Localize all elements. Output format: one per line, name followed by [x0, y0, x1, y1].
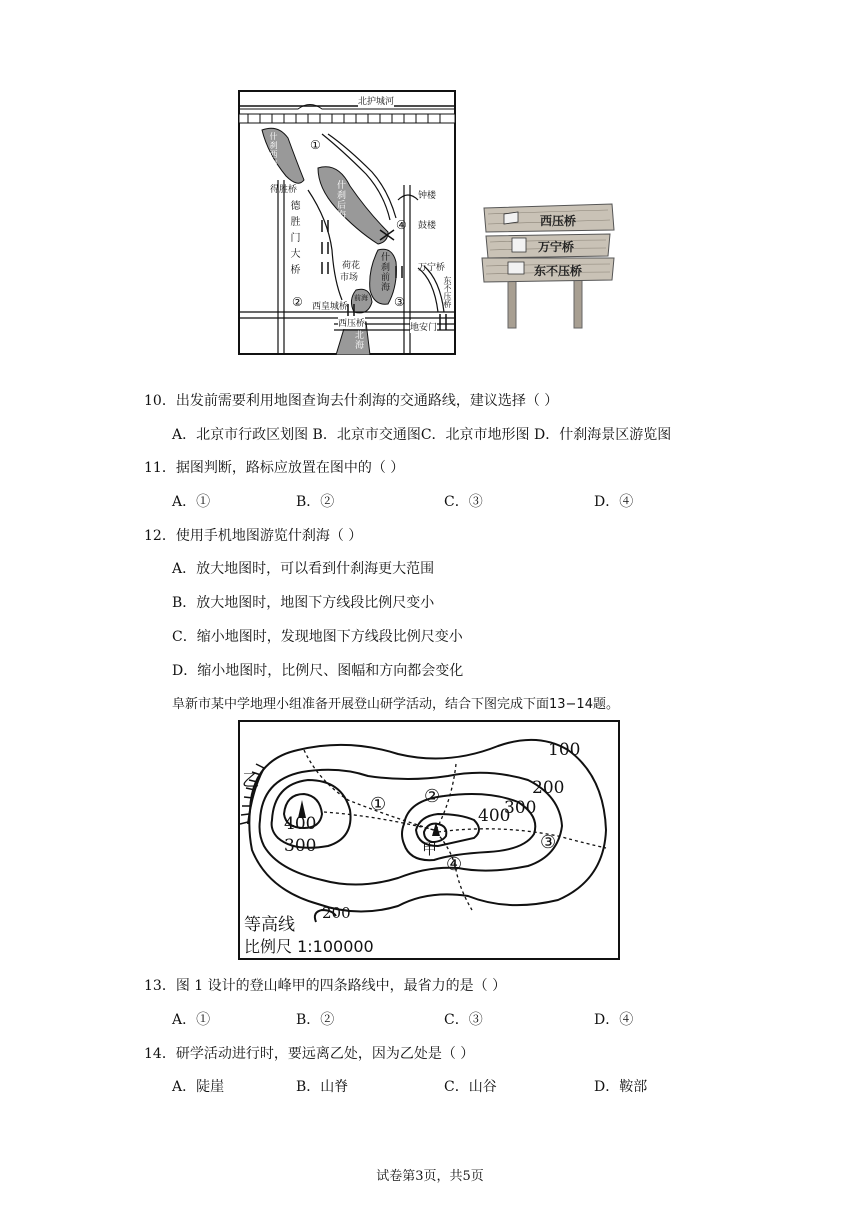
route-label-1: ①	[370, 794, 387, 815]
contour-label-400-right: 400	[478, 806, 511, 826]
label-deshengmen: 德胜门大桥	[288, 200, 299, 280]
label-zhonglou: 钟楼	[418, 191, 437, 201]
contour-map	[238, 720, 620, 960]
label-qianhai: 什刹前海	[379, 252, 389, 292]
sign-line-2: 万宁桥	[538, 240, 575, 254]
intro-13-14: 阜新市某中学地理小组准备开展登山研学活动，结合下图完成下面13−14题。	[172, 697, 619, 712]
question-11-stem: 11．据图判断，路标应放置在图中的（ ）	[144, 460, 405, 476]
label-beihai: 北海	[353, 330, 363, 350]
sign-line-3: 东不压桥	[534, 264, 583, 278]
page-footer: 试卷第3页，共5页	[376, 1169, 484, 1184]
question-10-stem: 10．出发前需要利用地图查询去什刹海的交通路线，建议选择（ ）	[144, 393, 559, 409]
contour-label-100: 100	[548, 740, 581, 760]
question-13-stem: 13．图 1 设计的登山峰甲的四条路线中，最省力的是（ ）	[144, 978, 507, 994]
legend-contour-label: 等高线	[244, 915, 295, 935]
question-12-option-b: B．放大地图时，地图下方线段比例尺变小	[172, 595, 435, 611]
question-13-option-a: A．①	[172, 1012, 211, 1028]
route-label-4: ④	[446, 854, 463, 875]
contour-label-200: 200	[532, 778, 565, 798]
contour-label-300-right: 300	[504, 798, 537, 818]
route-label-3: ③	[540, 832, 557, 853]
question-12-option-c: C．缩小地图时，发现地图下方线段比例尺变小	[172, 629, 463, 645]
label-xihai: 什刹西海	[269, 132, 278, 168]
road-sign-photo	[478, 200, 618, 330]
question-13-option-d: D．④	[594, 1012, 634, 1028]
label-shichang: 市场	[340, 273, 359, 283]
label-gulou: 鼓楼	[418, 221, 437, 231]
label-qianhai-small: 前海	[354, 294, 368, 302]
label-xiyaqiao: 西压桥	[338, 316, 365, 329]
question-11-option-b: B．②	[296, 494, 335, 510]
label-north-moat: 北护城河	[358, 94, 394, 107]
question-11-option-d: D．④	[594, 494, 634, 510]
label-dianmen: 地安门	[410, 320, 437, 333]
question-14-option-d: D．鞍部	[594, 1079, 648, 1095]
question-11-option-c: C．③	[444, 494, 483, 510]
label-xihuangchengqiao: 西皇城桥	[312, 302, 349, 312]
scale-label: 比例尺 1:100000	[244, 937, 374, 956]
question-14-option-b: B．山脊	[296, 1079, 349, 1095]
question-10-options: A．北京市行政区划图 B．北京市交通图C．北京市地形图 D．什刹海景区游览图	[172, 427, 672, 443]
label-hehua: 荷花	[342, 261, 361, 271]
question-14-stem: 14．研学活动进行时，要远离乙处，因为乙处是（ ）	[144, 1046, 475, 1062]
label-jia: 甲	[422, 840, 438, 858]
label-marker-3: ③	[394, 295, 405, 309]
question-12-stem: 12．使用手机地图游览什刹海（ ）	[144, 528, 363, 544]
label-deshengqiao: 得胜桥	[270, 185, 298, 195]
label-yi: 乙	[242, 771, 259, 791]
contour-label-300-left: 300	[284, 836, 317, 856]
question-12-option-d: D．缩小地图时，比例尺、图幅和方向都会变化	[172, 663, 464, 679]
contour-label-400-left: 400	[284, 814, 317, 834]
question-13-option-c: C．③	[444, 1012, 483, 1028]
question-14-option-a: A．陡崖	[172, 1079, 225, 1095]
legend-contour-value: 200	[322, 904, 351, 922]
sign-line-1: 西压桥	[540, 214, 577, 228]
question-12-option-a: A．放大地图时，可以看到什刹海更大范围	[172, 561, 435, 577]
question-13-option-b: B．②	[296, 1012, 335, 1028]
question-11-option-a: A．①	[172, 494, 211, 510]
shichahai-map	[238, 90, 456, 355]
route-label-2: ②	[424, 786, 441, 807]
label-wanningqiao: 万宁桥	[418, 263, 446, 273]
label-marker-4: ④	[396, 218, 407, 232]
question-14-option-c: C．山谷	[444, 1079, 497, 1095]
label-marker-2: ②	[292, 295, 303, 309]
label-dongbuyaqiao: 东不压桥	[443, 276, 452, 308]
label-houhai: 什刹后海	[335, 180, 345, 220]
label-marker-1: ①	[310, 138, 321, 152]
